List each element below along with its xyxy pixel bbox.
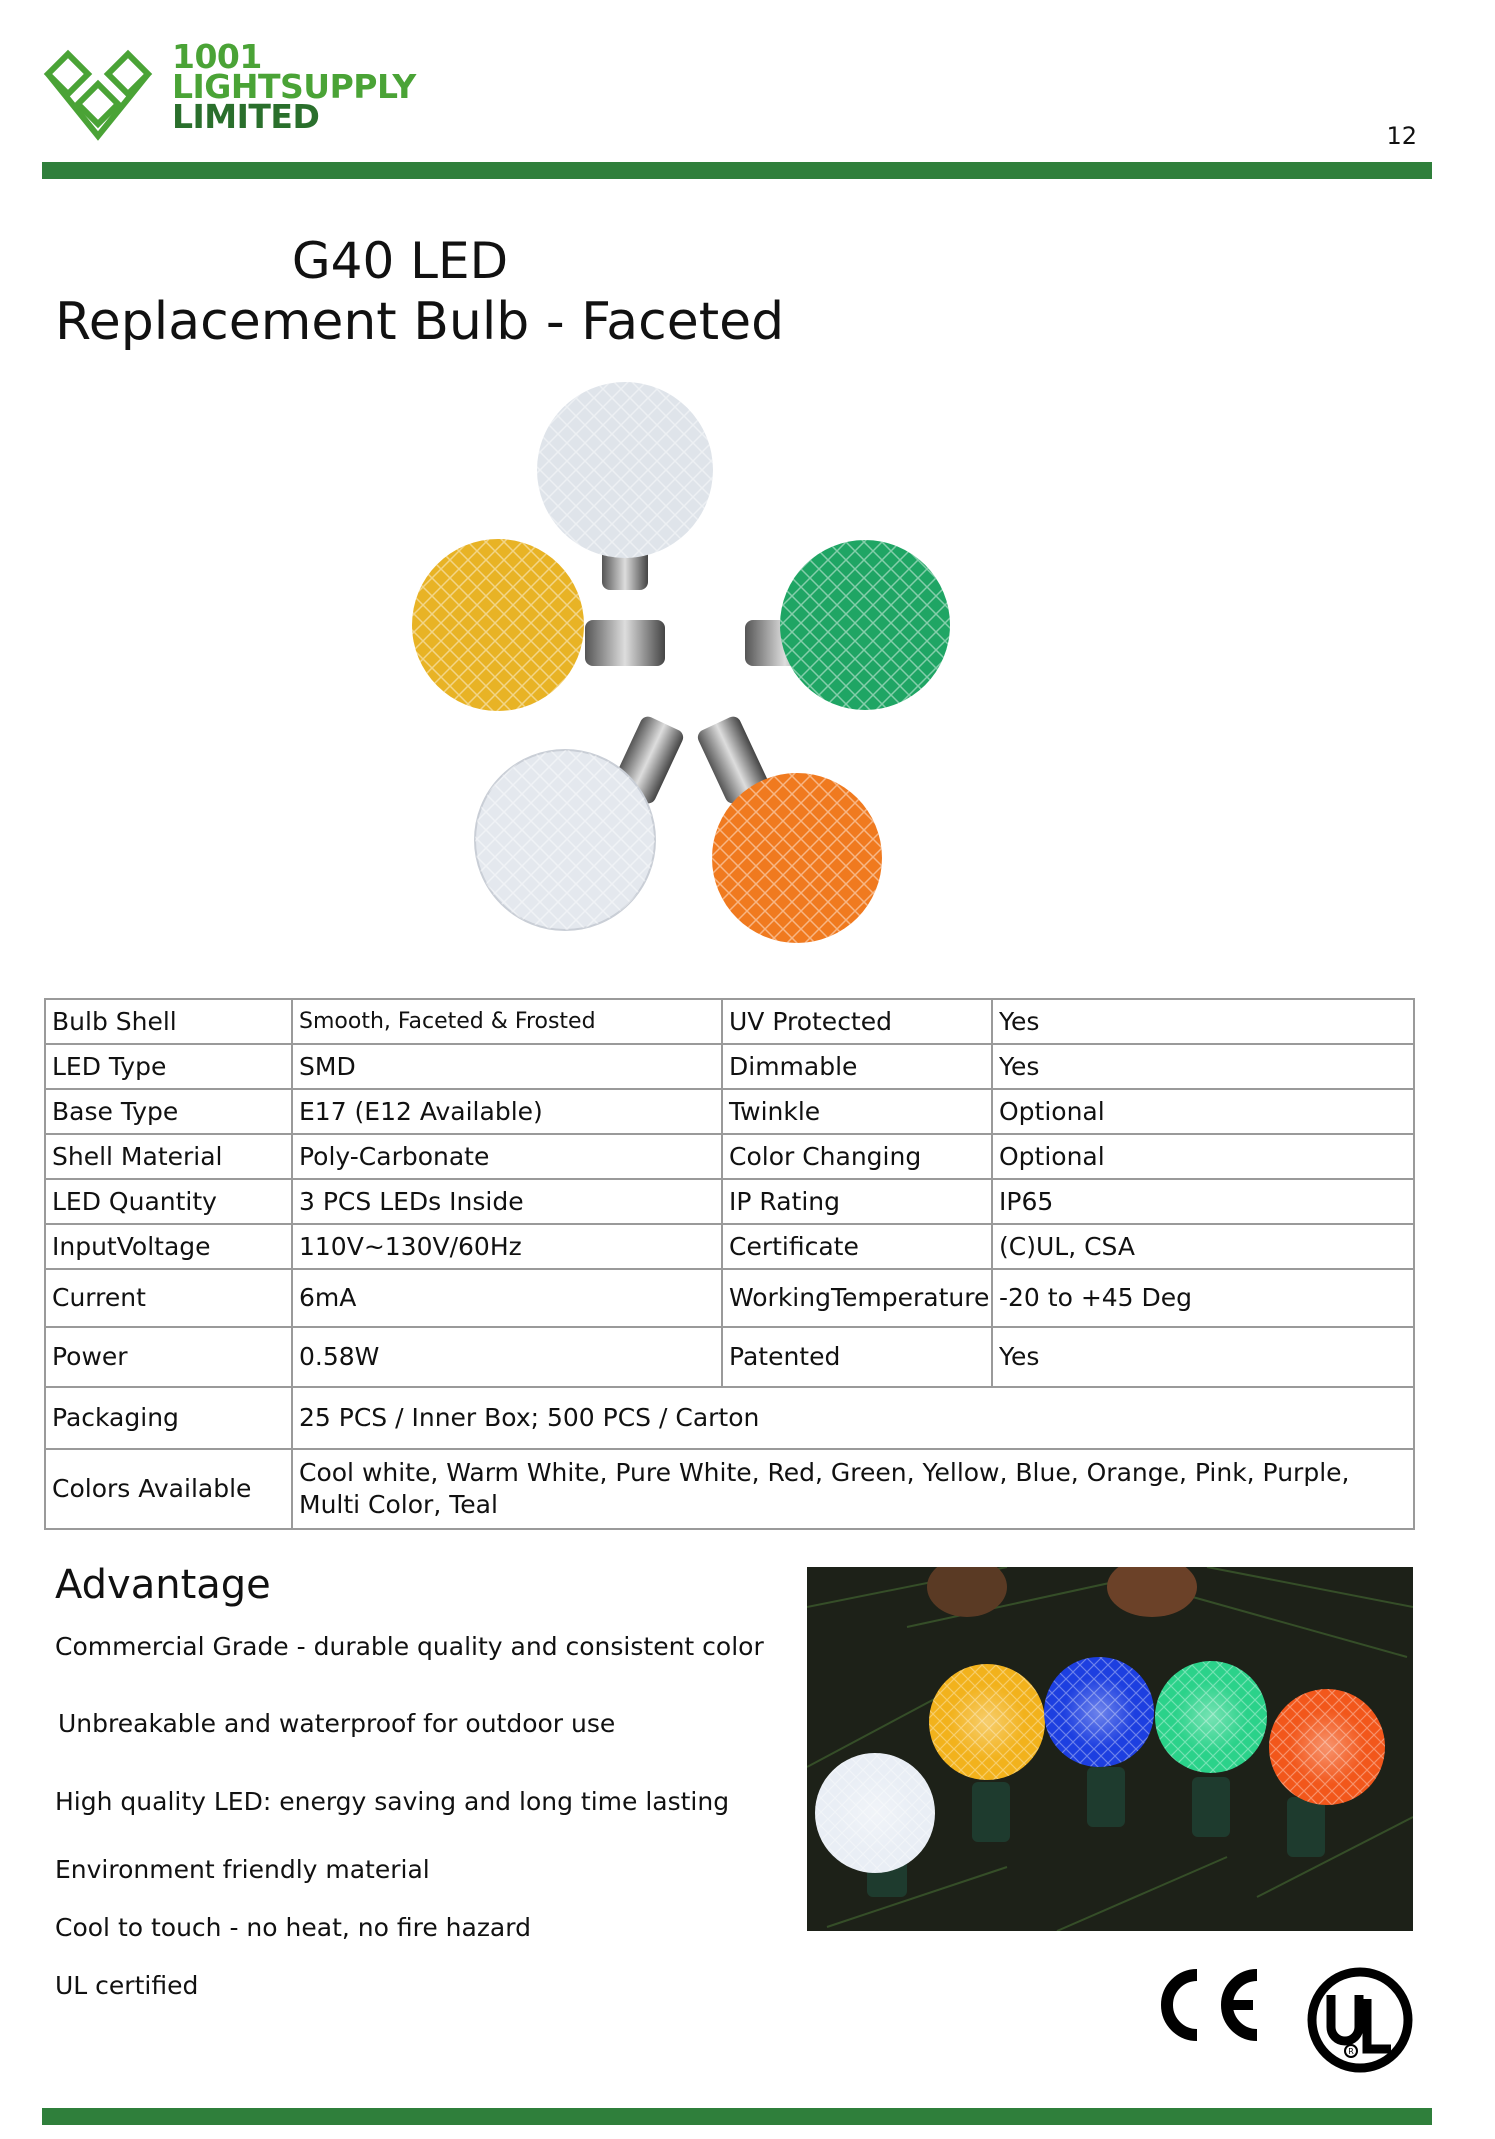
spec-label: LED Type [45, 1044, 292, 1089]
spec-row [45, 1224, 1414, 1269]
spec-value: Optional [992, 1089, 1414, 1134]
bulb-green [745, 540, 950, 710]
spec-label: Dimmable [722, 1044, 992, 1089]
spec-value: 0.58W [292, 1327, 722, 1387]
spec-label: IP Rating [722, 1179, 992, 1224]
advantage-item: Cool to touch - no heat, no fire hazard [55, 1913, 531, 1942]
spec-label: LED Quantity [45, 1179, 292, 1224]
footer-divider-bar [42, 2108, 1432, 2125]
company-logo [40, 37, 420, 150]
string-lights-photo [807, 1567, 1413, 1931]
spec-row [45, 1134, 1414, 1179]
advantage-item: Commercial Grade - durable quality and consistent color [55, 1632, 764, 1661]
spec-label: WorkingTemperature [722, 1269, 992, 1327]
spec-label: UV Protected [722, 999, 992, 1044]
spec-label: Packaging [45, 1387, 292, 1449]
spec-value: 6mA [292, 1269, 722, 1327]
spec-value: 3 PCS LEDs Inside [292, 1179, 722, 1224]
spec-label: Colors Available [45, 1449, 292, 1529]
advantage-item: Environment friendly material [55, 1855, 430, 1884]
spec-label: Power [45, 1327, 292, 1387]
product-title-line-1: G40 LED [291, 232, 509, 290]
header-divider-bar [42, 162, 1432, 179]
spec-value: E17 (E12 Available) [292, 1089, 722, 1134]
spec-label: Current [45, 1269, 292, 1327]
spec-value: (C)UL, CSA [992, 1224, 1414, 1269]
logo-diamonds-icon [40, 46, 160, 146]
spec-value: Smooth, Faceted & Frosted [292, 999, 722, 1044]
spec-value: Cool white, Warm White, Pure White, Red, Green, Yellow, Blue, Orange, Pink, Purple, Multi Color, Teal [292, 1449, 1414, 1529]
spec-value: Yes [992, 1044, 1414, 1089]
advantage-item: UL certified [55, 1971, 199, 2000]
product-title-line-2: Replacement Bulb - Faceted [55, 292, 785, 352]
spec-row [45, 1089, 1414, 1134]
ce-mark-icon [1145, 1965, 1265, 2049]
ul-mark-icon [1305, 1965, 1415, 2079]
spec-value: Poly-Carbonate [292, 1134, 722, 1179]
spec-label: InputVoltage [45, 1224, 292, 1269]
spec-value: Yes [992, 999, 1414, 1044]
spec-value: 110V~130V/60Hz [292, 1224, 722, 1269]
spec-row-colors [45, 1449, 1414, 1529]
spec-label: Shell Material [45, 1134, 292, 1179]
spec-label: Certificate [722, 1224, 992, 1269]
logo-line-3: LIMITED [172, 97, 320, 136]
spec-value: Optional [992, 1134, 1414, 1179]
spec-label: Twinkle [722, 1089, 992, 1134]
advantage-item: High quality LED: energy saving and long time lasting [55, 1787, 730, 1816]
spec-value: IP65 [992, 1179, 1414, 1224]
advantage-heading: Advantage [55, 1562, 271, 1608]
bulb-cool-white [475, 714, 686, 930]
logo-line-2: LIGHTSUPPLY [172, 67, 416, 106]
advantage-item: Unbreakable and waterproof for outdoor use [58, 1709, 616, 1738]
spec-row-packaging [45, 1387, 1414, 1449]
spec-value: SMD [292, 1044, 722, 1089]
spec-label: Bulb Shell [45, 999, 292, 1044]
spec-value: Yes [992, 1327, 1414, 1387]
product-photo [405, 380, 1015, 960]
spec-label: Patented [722, 1327, 992, 1387]
page-number: 12 [1386, 122, 1417, 150]
bulb-white [537, 382, 713, 590]
spec-value: -20 to +45 Deg [992, 1269, 1414, 1327]
spec-row [45, 1327, 1414, 1387]
spec-row [45, 1179, 1414, 1224]
spec-value: 25 PCS / Inner Box; 500 PCS / Carton [292, 1387, 1414, 1449]
logo-line-1: 1001 [172, 37, 262, 76]
spec-row [45, 999, 1414, 1044]
spec-table [44, 998, 1415, 1530]
spec-row [45, 1269, 1414, 1327]
spec-label: Color Changing [722, 1134, 992, 1179]
spec-row [45, 1044, 1414, 1089]
spec-label: Base Type [45, 1089, 292, 1134]
svg-text:R: R [1348, 2047, 1354, 2056]
bulb-orange [695, 714, 882, 943]
